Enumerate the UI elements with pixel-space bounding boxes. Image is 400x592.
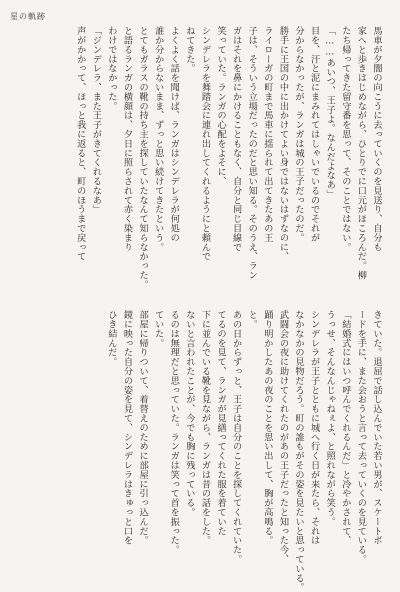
text-column: るのは無理だと思っていた。ランガは笑って首を振った。 — [168, 310, 180, 555]
text-column: 家へと歩きはじめながら、ひとりでに口元がほころんだ。柳 — [355, 26, 367, 280]
text-column: 踊り明かしたあの夜のことを思い出して、胸が高鳴る。 — [261, 310, 273, 545]
text-column: なかなかの見物だろう。町の誰もがその姿を見たいと思っている。 — [293, 310, 305, 592]
text-column: あの日からずっと、王子は自分のことを探してくれていた。 — [230, 310, 242, 564]
text-column: ないと言われたことが、今でも胸に残っている。 — [183, 310, 195, 517]
text-column: 誰か分からないまま、ずっと思い続けてきたという。 — [152, 26, 164, 252]
text-column: よくよく話を聞けば、ランガはシンデレラが何処の — [168, 26, 180, 243]
text-column: ねてきた。 — [183, 26, 195, 73]
text-column: うっせ、そんなんじゃねぇよ、と照れながら笑う。 — [324, 310, 336, 527]
text-column: シンデレラが王子とともに城へ行く日が来たら、それは — [308, 310, 320, 545]
text-column: 下に並んでいる靴を見ながら、ランガは昔の話をした。 — [199, 310, 211, 545]
text-column: 鏡に映った自分の姿を見て、シンデレラはきゅっと口を — [121, 310, 133, 545]
text-column: ードを手に、また会おうと言って去っていくのを見ている。 — [355, 310, 367, 564]
text-column: 子は、そういう立場だったのだと思い知る。そのうえ、ラン — [246, 26, 258, 280]
text-column: 部屋に帰りついて、着替えのために部屋に引っ込んだ。 — [137, 310, 149, 545]
text-column: ガはそれを鼻にかけることもなく、自分と同じ目線で — [230, 26, 242, 252]
text-column: 武闘会の夜に助けてくれたのがあの王子だったと知った今、 — [277, 310, 289, 564]
text-column: とてもガラスの靴の持ち主を探していたなんて知らなかった。 — [137, 26, 149, 290]
text-column: ていた。 — [152, 310, 164, 348]
text-column: わけではなかった。 — [105, 26, 117, 111]
running-head: 星の軌跡 — [10, 12, 46, 21]
text-column: 「ジンデレラ、また王子がきてくれるなあ」 — [90, 26, 102, 214]
text-column: ライローガの町まで馬車に揺られて出てきたあの王 — [261, 26, 273, 243]
text-column: ひき結んだ。 — [105, 310, 117, 367]
body-text-upper — [72, 26, 384, 290]
text-column: と。 — [246, 310, 258, 329]
text-column: きていた。退屈で話し込んでいた若い男が、スケートボ — [371, 310, 382, 545]
body-text-lower — [103, 310, 384, 592]
text-column: てるのを見て、ランガが見繕ってくれた服を着ていた — [215, 310, 227, 536]
text-column: と語るランガの横顔は、夕日に照らされて赤く染まり — [121, 26, 133, 252]
text-column: 目を、汗と泥にまみれてはしゃいでいるのでそれが — [308, 26, 320, 243]
text-column: たち帰ってきた留守番を思って、そのことではない。 — [339, 26, 351, 252]
text-column: 笑っていた。ランガの心配をよそに、 — [215, 26, 227, 186]
text-column: 馬車が夕闇の向こうに去っていくのを見送り、自分も — [371, 26, 382, 252]
text-column: 声がかかって、ほっと我に返ると、町のほうまで戻って — [74, 26, 86, 261]
text-column: 分からなかったが、ランガは城の王子だったのだ。 — [293, 26, 305, 243]
text-column: シンデレラを舞踏会に連れ出してくれるようにと頼んで — [199, 26, 211, 261]
text-column: 「……あいつ、王子よ。なんだよなあ」 — [324, 26, 336, 199]
text-column: 「結婚式にはいつ呼んでくれるんだ」と冷やかされて、 — [339, 310, 351, 545]
text-column: 勝手に王国の中に出かけてよい身ではないはずなのに、 — [277, 26, 289, 261]
